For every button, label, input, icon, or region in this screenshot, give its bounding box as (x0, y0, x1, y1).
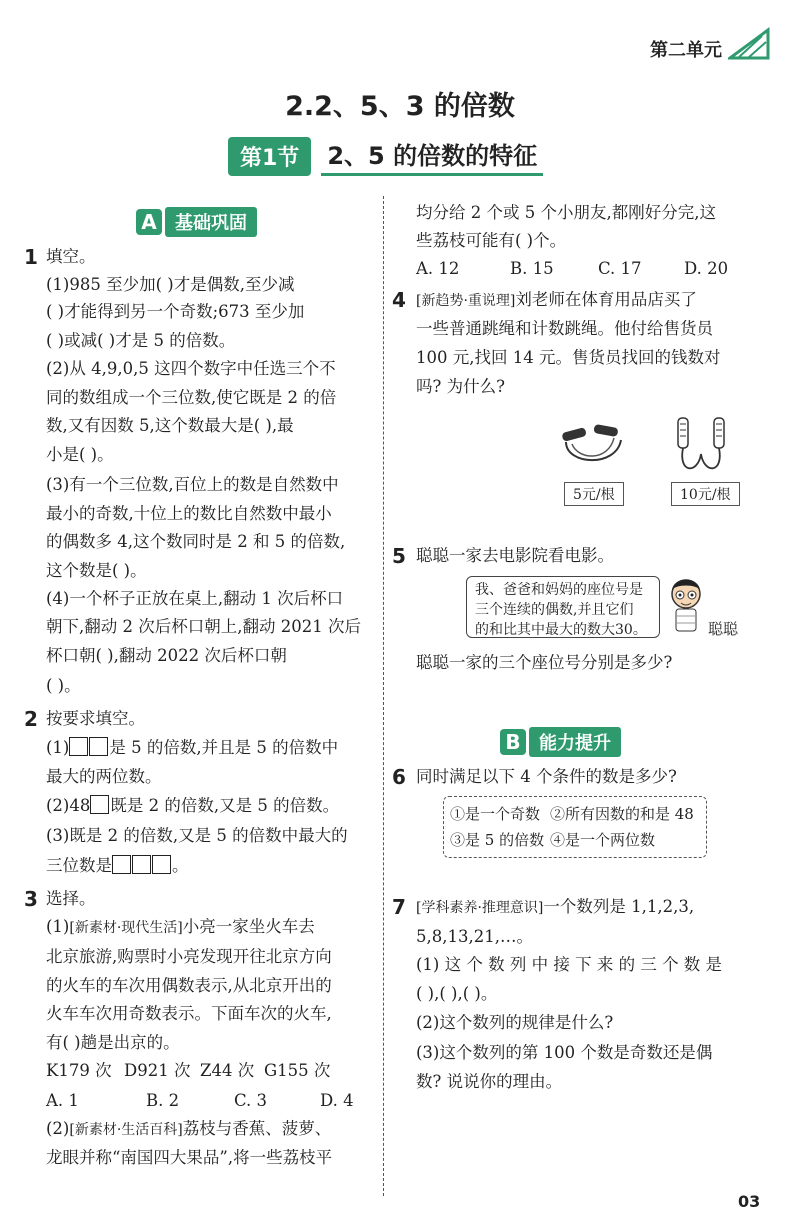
q3-text: 小亮一家坐火车去 (182, 917, 315, 936)
block-b-name: 能力提升 (529, 727, 621, 757)
q3-text: 荔枝与香蕉、菠萝、 (182, 1119, 332, 1138)
q2-prefix: (1) (46, 738, 70, 757)
q4-tag: [新趋势·重说理] (416, 293, 516, 309)
q4-number: 4 (392, 288, 406, 312)
q1-line: 这个数是( )。 (46, 561, 147, 580)
q6-number: 6 (392, 765, 406, 789)
answer-box[interactable] (90, 795, 109, 814)
q1-line: (1)985 至少加( )才是偶数,至少减 (46, 275, 295, 294)
q3-tag: [新素材·现代生活] (69, 920, 183, 936)
q7-text: 一个数列是 1,1,2,3, (543, 897, 695, 916)
answer-box[interactable] (112, 855, 131, 874)
column-divider (383, 196, 384, 1196)
q1-line: 杯口朝( ),翻动 2022 次后杯口朝 (46, 646, 287, 665)
q1-line: 朝下,翻动 2 次后杯口朝上,翻动 2021 次后 (46, 617, 361, 636)
block-b-letter: B (500, 729, 526, 755)
q3-line-1 (46, 916, 315, 939)
q1-line: 数,又有因数 5,这个数最大是( ),最 (46, 416, 294, 435)
q7-line-1 (416, 896, 694, 919)
q3-line: 火车车次用奇数表示。下面车次的火车, (46, 1004, 332, 1023)
q1-number: 1 (24, 245, 38, 269)
train-item: Z44 次 (200, 1061, 255, 1080)
q2-text: 是 5 的倍数,并且是 5 的倍数中 (109, 738, 339, 757)
option-item[interactable]: B. 15 (510, 259, 554, 278)
q2-line-4: (3)既是 2 的倍数,又是 5 的倍数中最大的 (46, 826, 348, 845)
price-tag-counter: 10元/根 (671, 482, 740, 506)
price-tag-plain: 5元/根 (564, 482, 624, 506)
q5-line: 聪聪一家去电影院看电影。 (416, 546, 614, 565)
option-item[interactable]: B. 2 (146, 1091, 180, 1110)
q1-line: 同的数组成一个三位数,使它既是 2 的倍 (46, 388, 337, 407)
q3-line: 些荔枝可能有( )个。 (416, 231, 567, 250)
q2-number: 2 (24, 707, 38, 731)
q1-line: (3)有一个三位数,百位上的数是自然数中 (46, 475, 339, 494)
bubble-line: 的和比其中最大的数大30。 (475, 622, 647, 638)
q3-line: 有( )趟是出京的。 (46, 1033, 180, 1052)
q2-title: 按要求填空。 (46, 709, 145, 728)
answer-box[interactable] (89, 737, 108, 756)
q5-question: 聪聪一家的三个座位号分别是多少? (416, 653, 673, 672)
q1-line: 小是( )。 (46, 445, 114, 464)
q3-prefix: (1) (46, 917, 70, 936)
q3-title: 选择。 (46, 889, 96, 908)
q7-tag: [学科素养·推理意识] (416, 900, 544, 916)
speech-bubble (466, 576, 660, 638)
option-item[interactable]: C. 17 (598, 259, 642, 278)
section-name: 2、5 的倍数的特征 (321, 136, 543, 176)
q3-prefix: (2) (46, 1119, 70, 1138)
q1-line: (2)从 4,9,0,5 这四个数字中任选三个不 (46, 359, 336, 378)
q4-line: 100 元,找回 14 元。售货员找回的钱数对 (416, 348, 721, 367)
q4-text: 刘老师在体育用品店买了 (515, 290, 697, 309)
q3-number: 3 (24, 887, 38, 911)
q3-tag: [新素材·生活百科] (69, 1122, 183, 1138)
q7-line: ( ),( ),( )。 (416, 984, 498, 1003)
q1-line: ( )才能得到另一个奇数;673 至少加 (46, 302, 305, 321)
answer-box[interactable] (152, 855, 171, 874)
q7-line: (1) 这 个 数 列 中 接 下 来 的 三 个 数 是 (416, 955, 723, 974)
train-item: D921 次 (124, 1061, 191, 1080)
option-item[interactable]: D. 20 (684, 259, 729, 278)
q2-prefix: (2)48 (46, 796, 91, 815)
block-b-badge (500, 727, 621, 757)
q7-line: 数? 说说你的理由。 (416, 1072, 563, 1091)
condition-item: ②所有因数的和是 48 (550, 805, 694, 823)
conditions-box (443, 796, 707, 858)
q1-line: 填空。 (46, 247, 96, 266)
unit-label: 第二单元 (650, 40, 722, 61)
q2-line-5 (46, 855, 189, 877)
q4-line: 一些普通跳绳和计数跳绳。他付给售货员 (416, 319, 713, 338)
answer-box[interactable] (69, 737, 88, 756)
boy-avatar-icon (666, 574, 706, 634)
q3-line-6 (46, 1118, 331, 1141)
q4-line-1 (416, 289, 697, 312)
page-number: 03 (738, 1192, 761, 1211)
q7-line: (3)这个数列的第 100 个数是奇数还是偶 (416, 1043, 713, 1062)
jump-rope-counter-icon (668, 414, 738, 476)
section-header (228, 137, 543, 175)
train-item: K179 次 (46, 1061, 112, 1080)
block-a-name: 基础巩固 (165, 207, 257, 237)
option-item[interactable]: A. 1 (46, 1091, 79, 1110)
option-item[interactable]: A. 12 (416, 259, 460, 278)
condition-item: ④是一个两位数 (550, 831, 656, 849)
triangle-ruler-icon (728, 26, 770, 60)
q3-line: 的火车的车次用偶数表示,从北京开出的 (46, 976, 332, 995)
q1-line: ( )或减( )才是 5 的倍数。 (46, 331, 236, 350)
q2-text: 。 (172, 856, 189, 875)
q6-line: 同时满足以下 4 个条件的数是多少? (416, 767, 677, 786)
q2-prefix: 三位数是 (46, 856, 112, 875)
q1-line: ( )。 (46, 676, 81, 695)
block-a-badge (136, 207, 257, 237)
section-badge: 第1节 (228, 137, 311, 176)
condition-item: ③是 5 的倍数 (450, 831, 545, 849)
option-item[interactable]: D. 4 (320, 1091, 354, 1110)
q3-line: 均分给 2 个或 5 个小朋友,都刚好分完,这 (416, 203, 716, 222)
q2-text: 既是 2 的倍数,又是 5 的倍数。 (110, 796, 340, 815)
block-a-letter: A (136, 209, 162, 235)
q3-line: 龙眼并称“南国四大果品”,将一些荔枝平 (46, 1148, 333, 1167)
q2-line-1 (46, 737, 338, 759)
q2-line-2: 最大的两位数。 (46, 767, 162, 786)
q7-number: 7 (392, 895, 406, 919)
jump-rope-plain-icon (556, 420, 636, 470)
bubble-line: 我、爸爸和妈妈的座位号是 (475, 582, 643, 598)
q1-line: 最小的奇数,十位上的数比自然数中最小 (46, 504, 332, 523)
bubble-line: 三个连续的偶数,并且它们 (475, 602, 634, 618)
q7-line: 5,8,13,21,…。 (416, 927, 533, 946)
q5-number: 5 (392, 544, 406, 568)
speaker-name: 聪聪 (708, 620, 739, 638)
train-item: G155 次 (264, 1061, 331, 1080)
q2-line-3 (46, 795, 339, 817)
page-title: 2.2、5、3 的倍数 (285, 91, 515, 122)
option-item[interactable]: C. 3 (234, 1091, 268, 1110)
q1-line: 的偶数多 4,这个数同时是 2 和 5 的倍数, (46, 532, 346, 551)
q3-line: 北京旅游,购票时小亮发现开往北京方向 (46, 947, 332, 966)
q1-line: (4)一个杯子正放在桌上,翻动 1 次后杯口 (46, 589, 344, 608)
answer-box[interactable] (132, 855, 151, 874)
q4-line: 吗? 为什么? (416, 377, 505, 396)
q7-line: (2)这个数列的规律是什么? (416, 1013, 614, 1032)
condition-item: ①是一个奇数 (450, 805, 541, 823)
